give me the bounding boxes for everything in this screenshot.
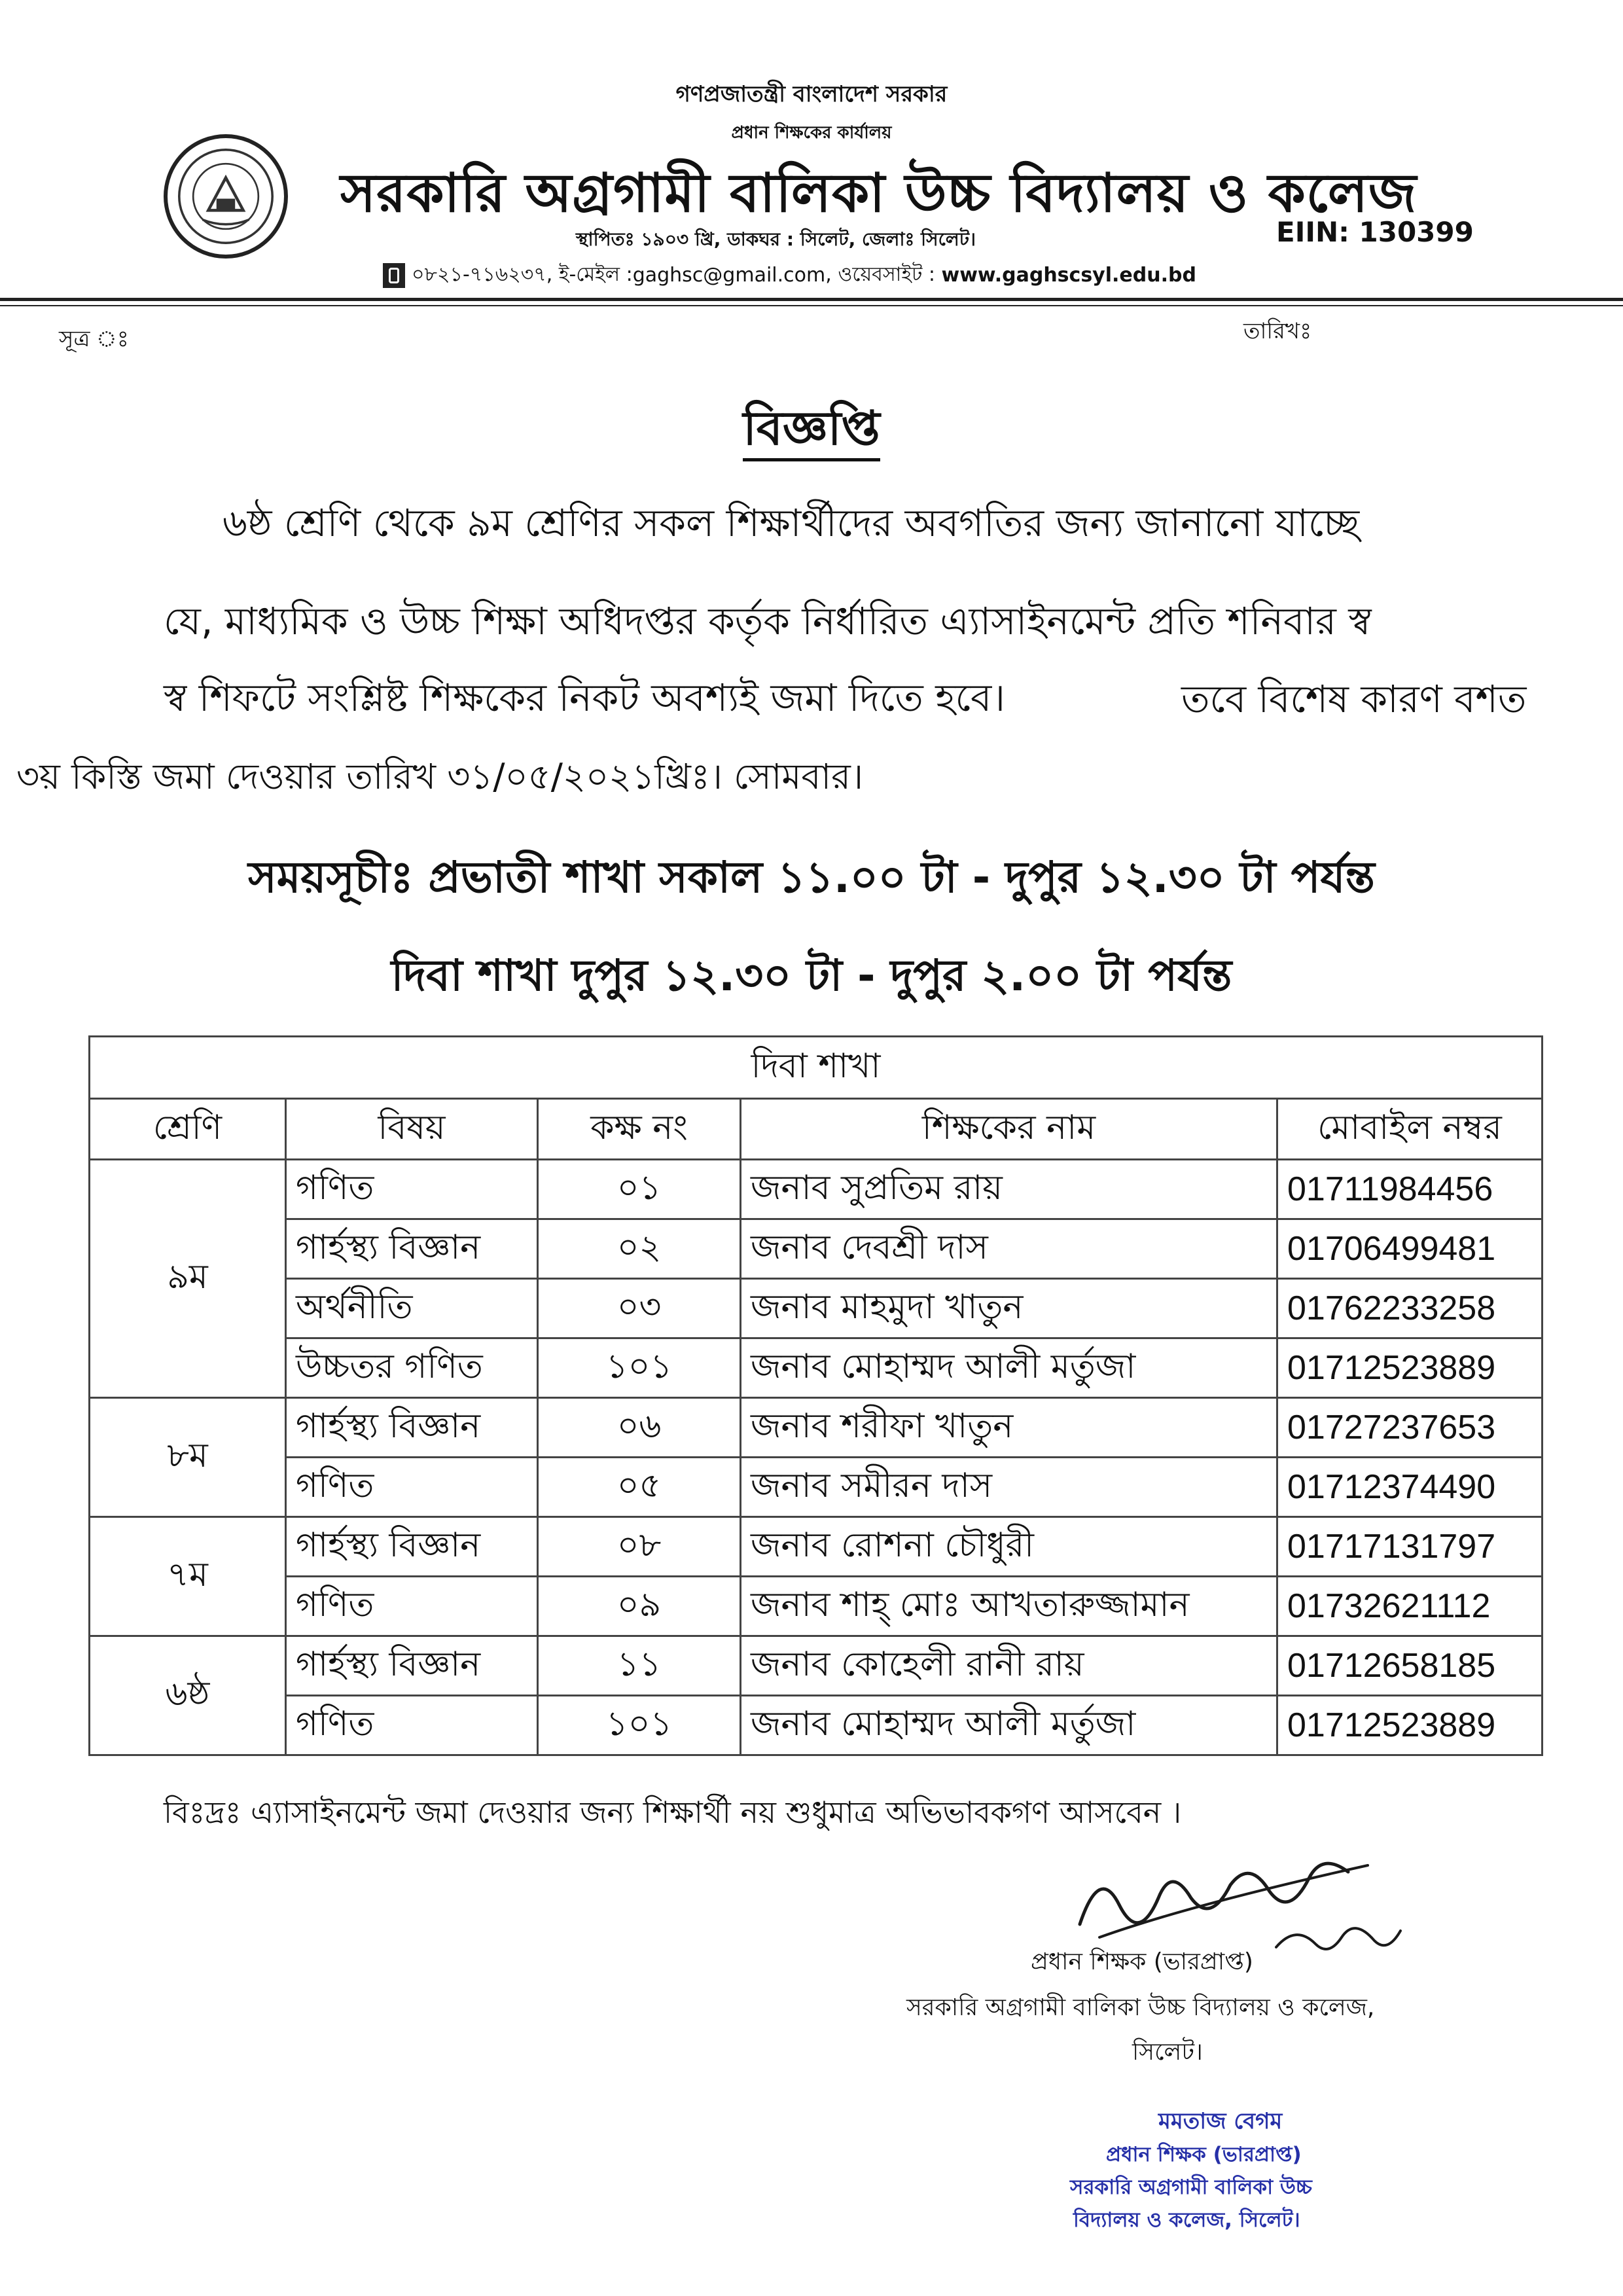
- government-line: গণপ্রজাতন্ত্রী বাংলাদেশ সরকার: [675, 81, 948, 107]
- room-cell: ০১: [538, 1160, 741, 1219]
- table-caption: দিবা শাখা: [90, 1037, 1543, 1099]
- table-row: [90, 1696, 1543, 1755]
- office-line: প্রধান শিক্ষকের কার্যালয়: [731, 123, 892, 143]
- teacher-cell: জনাব শরীফা খাতুন: [741, 1398, 1277, 1458]
- stamp-school-line-2: বিদ্যালয় ও কলেজ, সিলেট।: [1073, 2208, 1300, 2232]
- mobile-cell: 01712374490: [1277, 1458, 1543, 1517]
- school-logo: [164, 134, 288, 259]
- header-room: কক্ষ নং: [538, 1099, 741, 1160]
- contact-email: gaghsc@gmail.com: [632, 264, 826, 287]
- contact-row: [383, 259, 1196, 292]
- phone-icon: [383, 263, 405, 288]
- table-row: [90, 1219, 1543, 1279]
- header-subject: বিষয়: [286, 1099, 538, 1160]
- room-cell: ০৯: [538, 1577, 741, 1636]
- teacher-cell: জনাব রোশনা চৌধুরী: [741, 1517, 1277, 1577]
- mobile-cell: 01706499481: [1277, 1219, 1543, 1279]
- subject-cell: গণিত: [286, 1696, 538, 1755]
- signer-school: সরকারি অগ্রগামী বালিকা উচ্চ বিদ্যালয় ও কলেজ,: [906, 1994, 1375, 2021]
- subject-cell: গার্হস্থ্য বিজ্ঞান: [286, 1398, 538, 1458]
- footnote: বিঃদ্রঃ এ্যাসাইনমেন্ট জমা দেওয়ার জন্য শিক্ষার্থী নয় শুধুমাত্র অভিভাবকগণ আসবেন ।: [164, 1795, 1182, 1830]
- notice-paragraph-line-4: ৩য় কিস্তি জমা দেওয়ার তারিখ ৩১/০৫/২০২১খ্রিঃ। সোমবার।: [16, 756, 864, 797]
- table-row: [90, 1636, 1543, 1696]
- mobile-cell: 01712523889: [1277, 1338, 1543, 1398]
- stamp-school-line-1: সরকারি অগ্রগামী বালিকা উচ্চ: [1070, 2176, 1312, 2199]
- notice-paragraph-line-1: ৬ষ্ঠ শ্রেণি থেকে ৯ম শ্রেণির সকল শিক্ষার্থীদের অবগতির জন্য জানানো যাচ্ছে: [223, 501, 1360, 545]
- mobile-cell: 01762233258: [1277, 1279, 1543, 1338]
- contact-website: www.gaghscsyl.edu.bd: [941, 264, 1196, 287]
- table-row: [90, 1160, 1543, 1219]
- teacher-cell: জনাব মোহাম্মদ আলী মর্তুজা: [741, 1338, 1277, 1398]
- subject-cell: গার্হস্থ্য বিজ্ঞান: [286, 1517, 538, 1577]
- contact-phone: ০৮২১-৭১৬২৩৭, ই-মেইল :: [412, 263, 633, 286]
- mobile-cell: 01727237653: [1277, 1398, 1543, 1458]
- mobile-cell: 01712658185: [1277, 1636, 1543, 1696]
- mobile-cell: 01717131797: [1277, 1517, 1543, 1577]
- room-cell: ০৮: [538, 1517, 741, 1577]
- teacher-cell: জনাব সুপ্রতিম রায়: [741, 1160, 1277, 1219]
- contact-separator: , ওয়েবসাইট :: [825, 263, 935, 286]
- notice-paragraph-line-3-addendum: তবে বিশেষ কারণ বশত: [1181, 677, 1527, 721]
- teacher-cell: জনাব কোহেলী রানী রায়: [741, 1636, 1277, 1696]
- schedule-morning-shift: সময়সূচীঃ প্রভাতী শাখা সকাল ১১.০০ টা - দুপুর ১২.৩০ টা পর্যন্ত: [248, 852, 1375, 903]
- date-label: তারিখঃ: [1243, 318, 1312, 344]
- notice-paragraph-line-2: যে, মাধ্যমিক ও উচ্চ শিক্ষা অধিদপ্তর কর্তৃক নির্ধারিত এ্যাসাইনমেন্ট প্রতি শনিবার স্ব: [164, 599, 1372, 643]
- teacher-assignment-table: [88, 1035, 1543, 1756]
- table-row: [90, 1517, 1543, 1577]
- table-row: [90, 1577, 1543, 1636]
- class-cell: ৯ম: [90, 1160, 286, 1398]
- header-rule: [0, 298, 1623, 301]
- reference-label: সূত্র ঃ: [59, 326, 129, 352]
- notice-title: [0, 393, 1623, 471]
- teacher-cell: জনাব মাহমুদা খাতুন: [741, 1279, 1277, 1338]
- room-cell: ১০১: [538, 1696, 741, 1755]
- subject-cell: গণিত: [286, 1458, 538, 1517]
- subject-cell: গণিত: [286, 1577, 538, 1636]
- stamp-name: মমতাজ বেগম: [1158, 2108, 1283, 2134]
- stamp-title: প্রধান শিক্ষক (ভারপ্রাপ্ত): [1106, 2143, 1302, 2166]
- room-cell: ০৩: [538, 1279, 741, 1338]
- header-mobile: মোবাইল নম্বর: [1277, 1099, 1543, 1160]
- table-row: [90, 1398, 1543, 1458]
- mobile-cell: 01712523889: [1277, 1696, 1543, 1755]
- room-cell: ০৫: [538, 1458, 741, 1517]
- notice-title-text: বিজ্ঞপ্তি: [743, 401, 880, 461]
- teacher-cell: জনাব মোহাম্মদ আলী মর্তুজা: [741, 1696, 1277, 1755]
- room-cell: ০৬: [538, 1398, 741, 1458]
- mobile-cell: 01711984456: [1277, 1160, 1543, 1219]
- school-crest-icon: [168, 138, 284, 255]
- subject-cell: অর্থনীতি: [286, 1279, 538, 1338]
- subject-cell: উচ্চতর গণিত: [286, 1338, 538, 1398]
- room-cell: ০২: [538, 1219, 741, 1279]
- header-rule-thin: [0, 305, 1623, 306]
- class-cell: ৬ষ্ঠ: [90, 1636, 286, 1755]
- signer-city: সিলেট।: [1132, 2039, 1203, 2066]
- subject-cell: গণিত: [286, 1160, 538, 1219]
- table-row: [90, 1279, 1543, 1338]
- subject-cell: গার্হস্থ্য বিজ্ঞান: [286, 1636, 538, 1696]
- signer-title: প্রধান শিক্ষক (ভারপ্রাপ্ত): [1031, 1948, 1253, 1975]
- class-cell: ৭ম: [90, 1517, 286, 1636]
- header-class: শ্রেণি: [90, 1099, 286, 1160]
- subject-cell: গার্হস্থ্য বিজ্ঞান: [286, 1219, 538, 1279]
- table-row: [90, 1338, 1543, 1398]
- eiin-number: EIIN: 130399: [1276, 216, 1474, 248]
- class-cell: ৮ম: [90, 1398, 286, 1517]
- schedule-day-shift: দিবা শাখা দুপুর ১২.৩০ টা - দুপুর ২.০০ টা পর্যন্ত: [391, 950, 1232, 1001]
- school-name: সরকারি অগ্রগামী বালিকা উচ্চ বিদ্যালয় ও কলেজ: [340, 162, 1418, 224]
- room-cell: ১০১: [538, 1338, 741, 1398]
- table-row: [90, 1458, 1543, 1517]
- room-cell: ১১: [538, 1636, 741, 1696]
- teacher-cell: জনাব দেবশ্রী দাস: [741, 1219, 1277, 1279]
- teacher-cell: জনাব সমীরন দাস: [741, 1458, 1277, 1517]
- header-teacher: শিক্ষকের নাম: [741, 1099, 1277, 1160]
- mobile-cell: 01732621112: [1277, 1577, 1543, 1636]
- teacher-cell: জনাব শাহ্ মোঃ আখতারুজ্জামান: [741, 1577, 1277, 1636]
- school-address: স্থাপিতঃ ১৯০৩ খ্রি, ডাকঘর : সিলেট, জেলাঃ সিলেট।: [576, 228, 976, 250]
- notice-paragraph-line-3: স্ব শিফটে সংশ্লিষ্ট শিক্ষকের নিকট অবশ্যই জমা দিতে হবে।: [164, 675, 1005, 720]
